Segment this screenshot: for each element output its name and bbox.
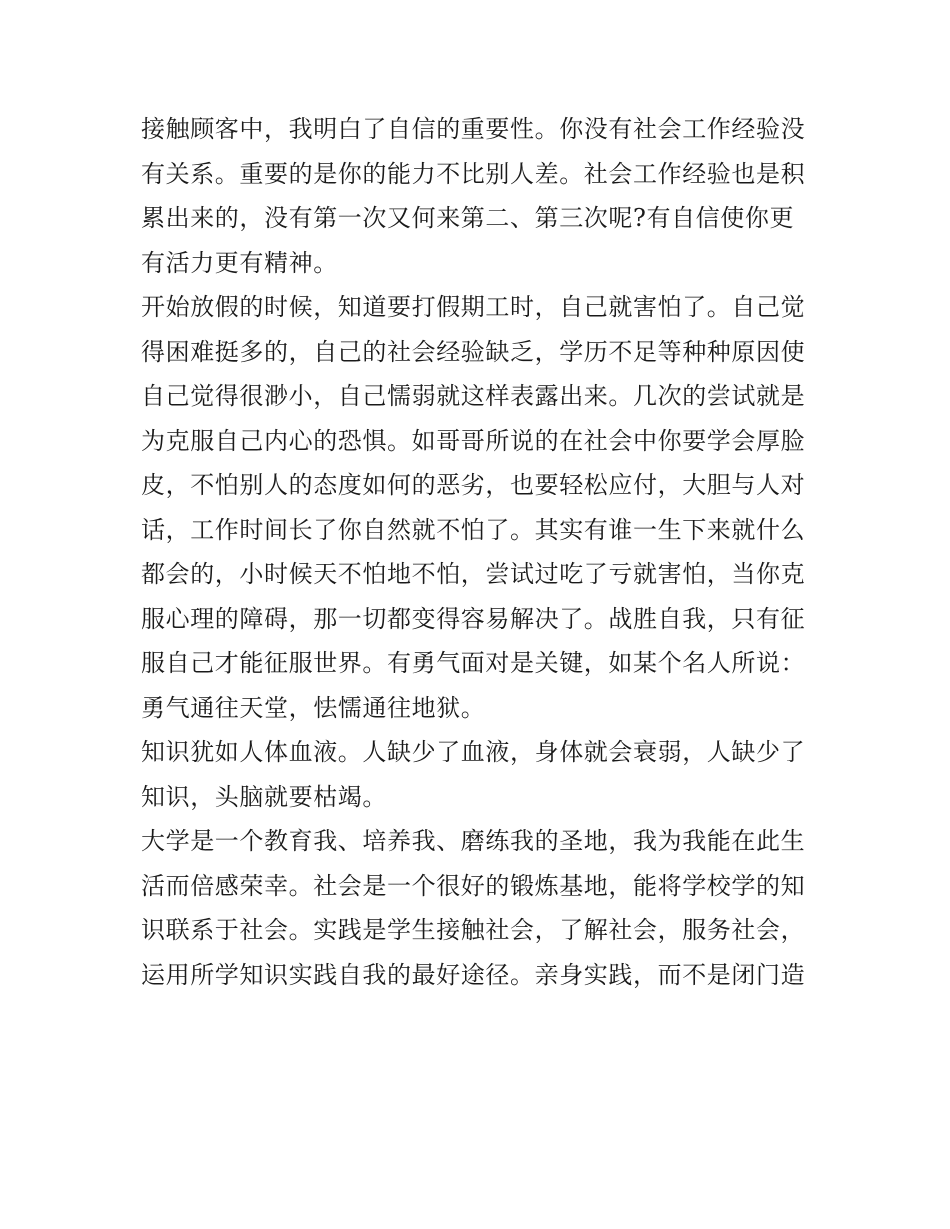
text-line: 知识犹如人体血液。人缺少了血液，身体就会衰弱，人缺少了 xyxy=(141,738,806,766)
text-line: 知识，头脑就要枯竭。 xyxy=(141,782,387,811)
text-line: 服心理的障碍，那一切都变得容易解决了。战胜自我，只有征 xyxy=(141,604,806,633)
text-line: 服自己才能征服世界。有勇气面对是关键，如某个名人所说： xyxy=(141,649,806,677)
text-line: 都会的，小时候天不怕地不怕，尝试过吃了亏就害怕，当你克 xyxy=(141,560,806,588)
text-line: 识联系于社会。实践是学生接触社会，了解社会，服务社会， xyxy=(141,916,806,944)
document-body xyxy=(141,107,821,997)
text-line: 累出来的，没有第一次又何来第二、第三次呢?有自信使你更 xyxy=(141,204,795,232)
text-line: 勇气通往天堂，怯懦通往地狱。 xyxy=(141,693,486,722)
text-line: 皮，不怕别人的态度如何的恶劣，也要轻松应付，大胆与人对 xyxy=(141,471,806,499)
text-line: 大学是一个教育我、培养我、磨练我的圣地，我为我能在此生 xyxy=(141,827,806,855)
text-line: 为克服自己内心的恐惧。如哥哥所说的在社会中你要学会厚脸 xyxy=(141,426,806,455)
text-line: 得困难挺多的，自己的社会经验缺乏，学历不足等种种原因使 xyxy=(141,337,806,366)
text-line: 活而倍感荣幸。社会是一个很好的锻炼基地，能将学校学的知 xyxy=(141,871,806,900)
text-line: 接触顾客中，我明白了自信的重要性。你没有社会工作经验没 xyxy=(141,115,806,143)
text-line: 有关系。重要的是你的能力不比别人差。社会工作经验也是积 xyxy=(141,159,806,188)
text-line: 自己觉得很渺小，自己懦弱就这样表露出来。几次的尝试就是 xyxy=(141,382,806,410)
text-line: 运用所学知识实践自我的最好途径。亲身实践，而不是闭门造 xyxy=(141,960,806,989)
text-line: 有活力更有精神。 xyxy=(141,248,338,277)
text-line: 话，工作时间长了你自然就不怕了。其实有谁一生下来就什么 xyxy=(141,515,806,544)
text-line: 开始放假的时候，知道要打假期工时，自己就害怕了。自己觉 xyxy=(141,293,806,321)
